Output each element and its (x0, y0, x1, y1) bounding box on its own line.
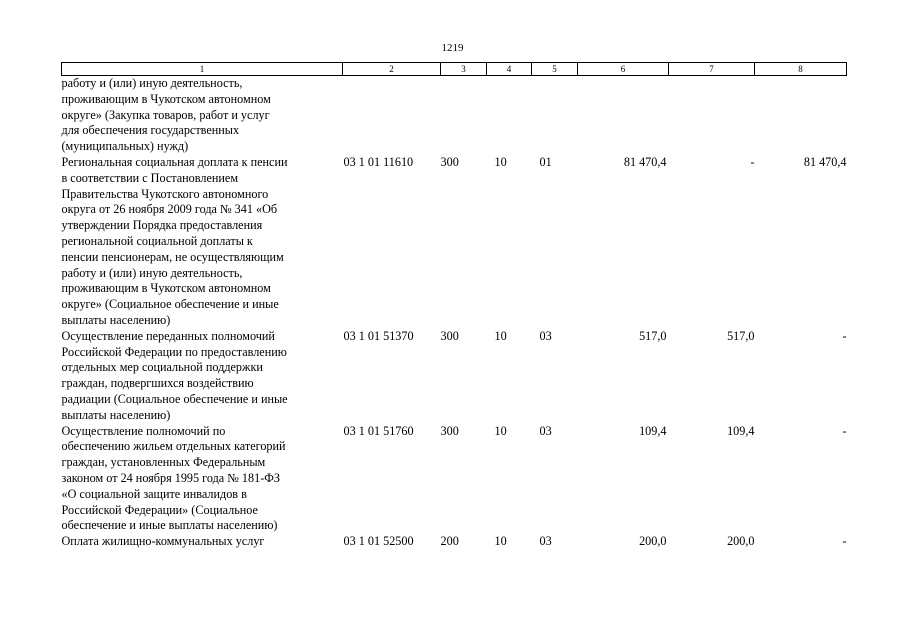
description-line: округе» (Закупка товаров, работ и услуг (61, 107, 270, 122)
description-line: проживающим в Чукотском автономном (61, 91, 271, 106)
header-cell: 3 (441, 63, 487, 76)
amount-federal: 109,4 (727, 423, 755, 438)
subsection-code: 03 (539, 534, 552, 549)
amount-regional (755, 76, 847, 155)
description-line: Оплата жилищно-коммунальных услуг (61, 534, 265, 549)
table-row (62, 329, 847, 424)
section-code: 10 (494, 328, 507, 343)
description-line: работу и (или) иную деятельность, (61, 76, 243, 90)
target-article-code: 03 1 01 11610 (343, 154, 414, 169)
description-line: пенсии пенсионерам, не осуществляющим (61, 249, 284, 264)
description-line: граждан, установленных Федеральным (61, 455, 266, 470)
description-line: Осуществление переданных полномочий (61, 328, 275, 343)
header-cell: 6 (578, 63, 669, 76)
header-cell: 1 (62, 63, 343, 76)
table-row (62, 155, 847, 329)
row-description (62, 76, 343, 155)
description-line: Российской Федерации по предоставлению (61, 344, 287, 359)
amount-federal: 517,0 (727, 328, 755, 343)
amount-regional: - (842, 423, 847, 438)
expense-type-code: 300 (440, 328, 459, 343)
subsection-code: 03 (539, 328, 552, 343)
amount-total: 109,4 (639, 423, 667, 438)
description-line: проживающим в Чукотском автономном (61, 281, 271, 296)
amount-total: 81 470,4 (623, 154, 667, 169)
description-line: работу и (или) иную деятельность, (61, 265, 243, 280)
header-cell: 4 (487, 63, 532, 76)
description-line: региональной социальной доплаты к (61, 233, 253, 248)
row-description (62, 424, 343, 535)
description-line: законом от 24 ноября 1995 года № 181-ФЗ (61, 470, 281, 485)
target-article-code: 03 1 01 51370 (343, 328, 414, 343)
description-line: утверждении Порядка предоставления (61, 218, 263, 233)
subsection-code: 01 (539, 154, 552, 169)
description-line: округе» (Социальное обеспечение и иные (61, 297, 279, 312)
description-line: выплаты населению) (61, 312, 171, 327)
header-row (62, 63, 847, 76)
description-line: обеспечение и иные выплаты населению) (61, 518, 278, 533)
target-article-code: 03 1 01 51760 (343, 423, 414, 438)
header-cell: 8 (755, 63, 847, 76)
amount-total: 517,0 (639, 328, 667, 343)
amount-federal (669, 76, 755, 155)
section-code (487, 76, 532, 155)
budget-table (61, 62, 847, 550)
amount-regional: - (842, 534, 847, 549)
expense-type-code (441, 76, 487, 155)
expense-type-code: 300 (440, 154, 459, 169)
description-line: выплаты населению) (61, 407, 171, 422)
description-line: «О социальной защите инвалидов в (61, 486, 247, 501)
expense-type-code: 300 (440, 423, 459, 438)
header-cell: 7 (669, 63, 755, 76)
section-code: 10 (494, 534, 507, 549)
expense-type-code: 200 (440, 534, 459, 549)
target-article-code (343, 76, 441, 155)
description-line: обеспечению жильем отдельных категорий (61, 439, 286, 454)
description-line: Российской Федерации» (Социальное (61, 502, 258, 517)
description-line: (муниципальных) нужд) (61, 139, 189, 154)
table-row (62, 424, 847, 535)
subsection-code: 03 (539, 423, 552, 438)
section-code: 10 (494, 154, 507, 169)
amount-total (578, 76, 669, 155)
description-line: в соответствии с Постановлением (61, 170, 239, 185)
description-line: Осуществление полномочий по (61, 423, 226, 438)
table-row (62, 76, 847, 155)
description-line: радиации (Социальное обеспечение и иные (61, 391, 288, 406)
description-line: Правительства Чукотского автономного (61, 186, 269, 201)
row-description (62, 329, 343, 424)
amount-regional: 81 470,4 (803, 154, 847, 169)
description-line: граждан, подвергшихся воздействию (61, 376, 254, 391)
subsection-code (532, 76, 578, 155)
header-cell: 2 (343, 63, 441, 76)
section-code: 10 (494, 423, 507, 438)
amount-regional: - (842, 328, 847, 343)
description-line: отдельных мер социальной поддержки (61, 360, 263, 375)
page-number: 1219 (441, 42, 464, 54)
description-line: Региональная социальная доплата к пенсии (61, 154, 288, 169)
amount-federal: - (750, 154, 755, 169)
table-row (62, 534, 847, 550)
amount-total: 200,0 (639, 534, 667, 549)
description-line: для обеспечения государственных (61, 123, 240, 138)
amount-federal: 200,0 (727, 534, 755, 549)
target-article-code: 03 1 01 52500 (343, 534, 414, 549)
description-line: округа от 26 ноября 2009 года № 341 «Об (61, 202, 278, 217)
row-description (62, 534, 343, 550)
header-cell: 5 (532, 63, 578, 76)
row-description (62, 155, 343, 329)
